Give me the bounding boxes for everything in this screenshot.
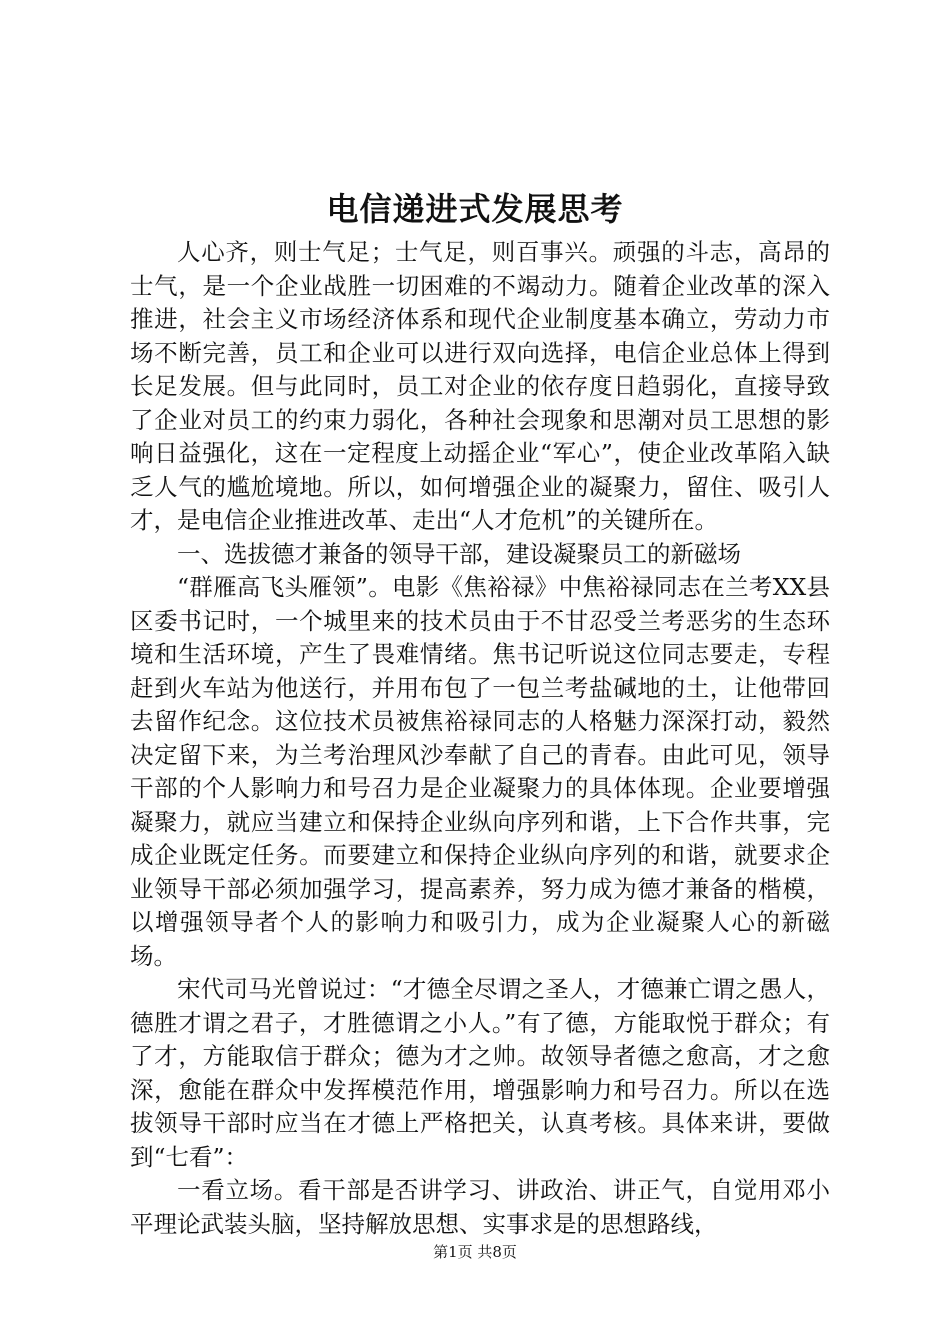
body-paragraph: 一看立场。看干部是否讲学习、讲政治、讲正气，自觉用邓小平理论武装头脑，坚持解放思想、实事求是的思想路线， <box>130 1176 830 1238</box>
section-heading: 一、选拔德才兼备的领导干部，建设凝聚员工的新磁场 <box>177 539 741 568</box>
document-title: 电信递进式发展思考 <box>326 190 624 228</box>
intro-paragraph: 人心齐，则士气足；士气足，则百事兴。顽强的斗志，高昂的士气，是一个企业战胜一切困难的不竭动力。随着企业改革的深入推进，社会主义市场经济体系和现代企业制度基本确立，劳动力市场不断完善，员工和企业可以进行双向选择，电信企业总体上得到长足发展。但与此同时，员工对企业的依存度日趋弱化，直接导致了企业对员工的约束力弱化，各种社会现象和思潮对员工思想的影响日益强化，这在一定程度上动摇企业“军心”，使企业改革陷入缺乏人气的尴尬境地。所以，如何增强企业的凝聚力，留住、吸引人才，是电信企业推进改革、走出“人才危机”的关键所在。 <box>130 238 830 534</box>
body-paragraph: “群雁高飞头雁领”。电影《焦裕禄》中焦裕禄同志在兰考XX县区委书记时，一个城里来的技术员由于不甘忍受兰考恶劣的生态环境和生活环境，产生了畏难情绪。焦书记听说这位同志要走，专程赶到火车站为他送行，并用布包了一包兰考盐碱地的土，让他带回去留作纪念。这位技术员被焦裕禄同志的人格魅力深深打动，毅然决定留下来，为兰考治理风沙奉献了自己的青春。由此可见，领导干部的个人影响力和号召力是企业凝聚力的具体体现。企业要增强凝聚力，就应当建立和保持企业纵向序列和谐，上下合作共事，完成企业既定任务。而要建立和保持企业纵向序列的和谐，就要求企业领导干部必须加强学习，提高素养，努力成为德才兼备的楷模，以增强领导者个人的影响力和吸引力，成为企业凝聚人心的新磁场。 <box>130 573 830 970</box>
document-body <box>130 236 830 1241</box>
page-number-footer: 第1页 共8页 <box>433 1243 517 1261</box>
body-paragraph: 宋代司马光曾说过：“才德全尽谓之圣人，才德兼亡谓之愚人，德胜才谓之君子，才胜德谓之小人。”有了德，方能取悦于群众；有了才，方能取信于群众；德为才之帅。故领导者德之愈高，才之愈深，愈能在群众中发挥模范作用，增强影响力和号召力。所以在选拔领导干部时应当在才德上严格把关，认真考核。具体来讲，要做到“七看”： <box>130 975 830 1171</box>
